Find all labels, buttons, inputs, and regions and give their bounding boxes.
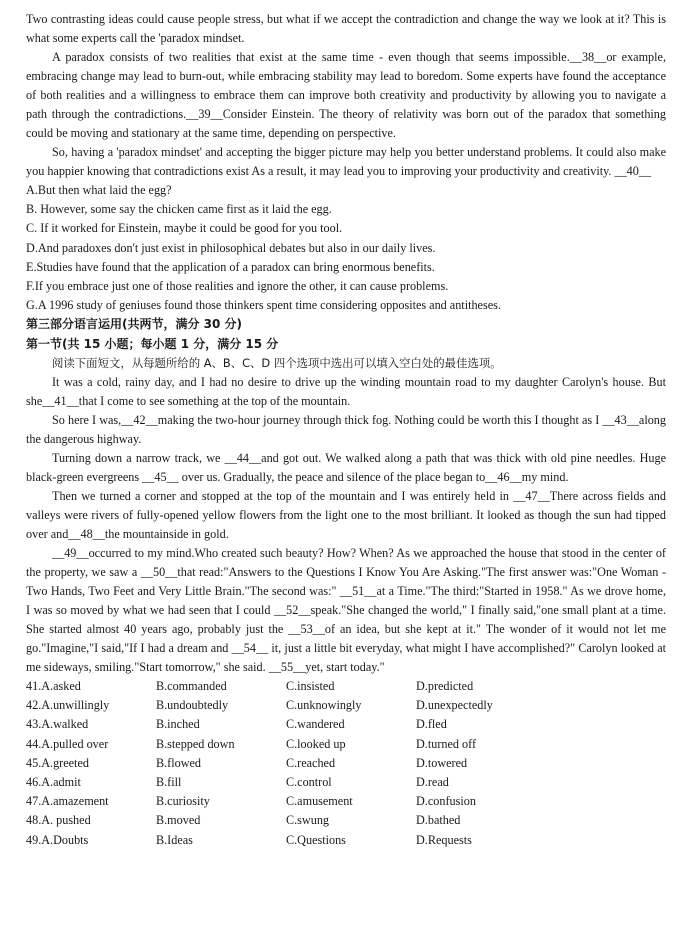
choice-row — [26, 831, 666, 850]
choice-a: 41.A.asked — [26, 679, 81, 694]
choice-row — [26, 677, 666, 696]
choice-c: C.Questions — [286, 832, 346, 847]
option-a: A.But then what laid the egg? — [26, 183, 172, 197]
choice-d: D.fled — [416, 717, 447, 732]
choice-d: D.confusion — [416, 794, 476, 809]
choice-b: B.Ideas — [156, 832, 193, 847]
choice-c: C.looked up — [286, 736, 346, 751]
choice-row — [26, 773, 666, 792]
cloze-paragraph-2: So here I was,__42__making the two-hour journey through thick fog. Nothing could be worth this I thought as I __43__along the dangerous highway. — [26, 413, 666, 447]
option-c: C. If it worked for Einstein, maybe it could be good for you tool. — [26, 221, 343, 236]
reading-paragraph-1: Two contrasting ideas could cause people stress, but what if we accept the contradiction and change the way we look at it? This is what some experts call the 'paradox mindset. — [26, 12, 666, 45]
choice-b: B.fill — [156, 775, 182, 790]
choice-d: D.Requests — [416, 832, 472, 847]
option-g: G.A 1996 study of geniuses found those thinkers spent time considering opposites and antitheses. — [26, 298, 501, 313]
option-e: E.Studies have found that the application of a paradox can bring enormous benefits. — [26, 259, 435, 274]
choice-a: 47.A.amazement — [26, 794, 109, 809]
choice-b: B.curiosity — [156, 794, 210, 809]
cloze-instruction: 阅读下面短文，从每题所给的 A、B、C、D 四个选项中选出可以填入空白处的最佳选项。 — [52, 355, 502, 370]
section1-heading: 第一节(共 15 小题；每小题 1 分，满分 15 分 — [26, 336, 279, 351]
choice-c: C.swung — [286, 813, 330, 828]
choice-a: 48.A. pushed — [26, 813, 91, 828]
choice-d: D.towered — [416, 755, 468, 770]
cloze-paragraph-3: Turning down a narrow track, we __44__and got out. We walked along a path that was thick with old pine needles. Huge black-green evergreens __45__ over us. Gradually, the peace and silence of the place began to__46__my mind. — [26, 451, 666, 485]
choice-row — [26, 715, 666, 734]
choice-d: D.read — [416, 775, 449, 790]
choice-c: C.control — [286, 775, 332, 790]
choice-b: B.undoubtedly — [156, 698, 229, 713]
choice-b: B.flowed — [156, 755, 202, 770]
reading-paragraph-3: So, having a 'paradox mindset' and accepting the bigger picture may help you better understand problems. It could also make you happier knowing that contradictions exist As a result, it may lead you to improving your productivity and creativity. __40__ — [26, 145, 666, 178]
choice-b: B.commanded — [156, 679, 227, 694]
cloze-paragraph-4: Then we turned a corner and stopped at the top of the mountain and I was entirely held in __47__There across fields and valleys were rivers of fully-opened yellow flowers from the light one to the most brilliant. It looked as though the sun had tipped over and__48__the mountainside in gold. — [26, 489, 666, 542]
answer-choices — [26, 677, 666, 850]
exam-page — [26, 10, 666, 850]
choice-b: B.inched — [156, 717, 200, 732]
cloze-paragraph-5: __49__occurred to my mind.Who created such beauty? How? When? As we approached the house that stood in the center of the property, we saw a __50__that read:"Answers to the Questions I Know You Are Asking."The first answer was:"One Woman -Two Hands, Two Feet and Very Little Brain."The second was:" __51__at a Time."The third:"Started in 1958." As we drove home, I was so moved by what we had seen that I could __52__speak."She changed the world," I finally said,"one small plant at a time. She started almost 40 years ago, probably just the __53__of an idea, but she kept at it." The wonder of it would not let me go."Imagine,"I said,"If I had a dream and __54__ it, just a little bit everyday, what might I have accomplished?" Carolyn looked at me sideways, smiling."Start tomorrow," she said. __55__yet, start today." — [26, 546, 666, 675]
part3-heading: 第三部分语言运用(共两节，满分 30 分) — [26, 317, 243, 332]
choice-b: B.moved — [156, 813, 201, 828]
choice-d: D.bathed — [416, 813, 461, 828]
reading-paragraph-2: A paradox consists of two realities that exist at the same time - even though that seems impossible.__38__or example, embracing change may lead to burn-out, while embracing stability may lead to boredom. Some experts have found the acceptance of both realities and a willingness to embrace them can improve both creativity and productivity by allowing you to navigate a path through the contradictions.__39__Consider Einstein. The theory of relativity was born out of the paradox that something could be moving and stationary at the same time, depending on perspective. — [26, 50, 666, 140]
choice-a: 46.A.admit — [26, 775, 81, 790]
choice-c: C.wandered — [286, 717, 345, 732]
choice-row — [26, 792, 666, 811]
choice-b: B.stepped down — [156, 736, 235, 751]
choice-d: D.turned off — [416, 736, 477, 751]
choice-a: 43.A.walked — [26, 717, 89, 732]
choice-a: 49.A.Doubts — [26, 832, 89, 847]
choice-d: D.unexpectedly — [416, 698, 493, 713]
choice-a: 44.A.pulled over — [26, 736, 109, 751]
option-f: F.If you embrace just one of those realities and ignore the other, it can cause problems. — [26, 279, 449, 294]
choice-a: 42.A.unwillingly — [26, 698, 110, 713]
choice-row — [26, 696, 666, 715]
choice-c: C.unknowingly — [286, 698, 362, 713]
choice-row — [26, 754, 666, 773]
choice-d: D.predicted — [416, 679, 474, 694]
choice-c: C.insisted — [286, 679, 335, 694]
choice-row — [26, 735, 666, 754]
choice-c: C.reached — [286, 755, 336, 770]
choice-row — [26, 811, 666, 830]
option-b: B. However, some say the chicken came first as it laid the egg. — [26, 202, 332, 217]
cloze-paragraph-1: It was a cold, rainy day, and I had no desire to drive up the winding mountain road to my daughter Carolyn's house. But she__41__that I come to see something at the top of the mountain. — [26, 375, 666, 409]
option-d: D.And paradoxes don't just exist in philosophical debates but also in our daily lives. — [26, 240, 436, 255]
choice-a: 45.A.greeted — [26, 755, 89, 770]
sentence-options — [26, 181, 666, 315]
choice-c: C.amusement — [286, 794, 353, 809]
